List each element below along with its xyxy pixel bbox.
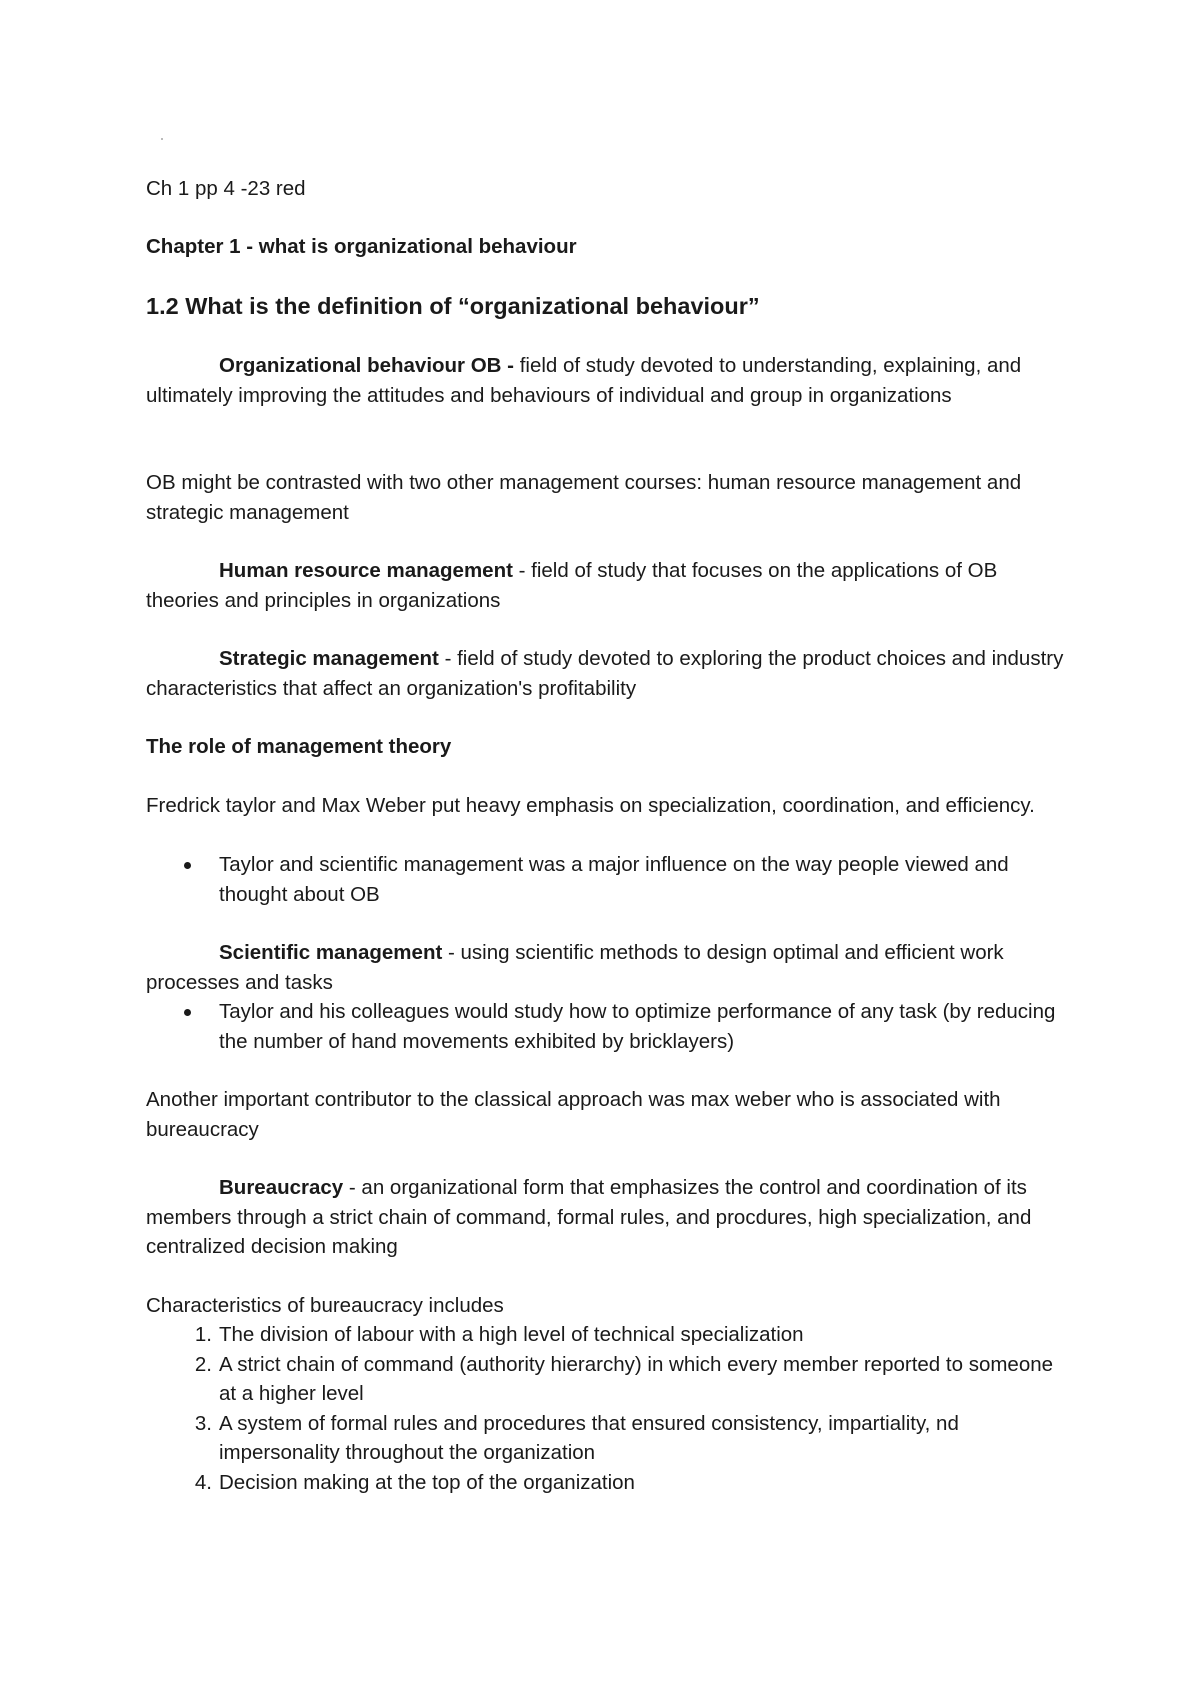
bullet-list-1 <box>146 850 1066 909</box>
characteristics-intro: Characteristics of bureaucracy includes <box>146 1294 504 1317</box>
list-item: 3. A system of formal rules and procedures that ensured consistency, impartiality, nd impersonality throughout the organization <box>194 1411 959 1464</box>
definition-text: - field of study that focuses on the applications of OB theories and principles in organizations <box>146 559 998 612</box>
definition-text: field of study devoted to understanding, explaining, and ultimately improving the attitudes and behaviours of individual and group in organizations <box>146 354 1022 407</box>
definition-strategic <box>146 644 1066 703</box>
taylor-weber-paragraph: Fredrick taylor and Max Weber put heavy emphasis on specialization, coordination, and efficiency. <box>146 794 1035 817</box>
definition-scientific <box>146 938 1066 997</box>
definition-ob <box>146 351 1066 410</box>
contrast-paragraph: OB might be contrasted with two other management courses: human resource management and strategic management <box>146 471 1022 524</box>
list-item: Taylor and his colleagues would study how to optimize performance of any task (by reducing the number of hand movements exhibited by bricklayers) <box>146 997 1066 1056</box>
definition-text: - using scientific methods to design optimal and efficient work processes and tasks <box>146 941 1004 994</box>
bullet-list-2 <box>146 997 1066 1056</box>
chapter-title: Chapter 1 - what is organizational behaviour <box>146 235 577 258</box>
stray-mark <box>161 138 163 140</box>
list-item: 1. The division of labour with a high level of technical specialization <box>194 1323 804 1346</box>
definition-term: Bureaucracy <box>219 1176 344 1199</box>
list-item: 2. A strict chain of command (authority hierarchy) in which every member reported to someone at a higher level <box>194 1352 1054 1405</box>
characteristics-list <box>146 1320 1066 1497</box>
section-heading: 1.2 What is the definition of “organizational behaviour” <box>146 293 760 319</box>
list-item: 4. Decision making at the top of the organization <box>194 1470 635 1494</box>
definition-term: Strategic management <box>219 647 439 670</box>
subheading-management-theory: The role of management theory <box>146 735 452 758</box>
definition-term: Scientific management <box>219 941 443 964</box>
definition-hrm <box>146 556 1066 615</box>
header-note: Ch 1 pp 4 -23 red <box>146 177 306 200</box>
bullet-icon <box>184 862 191 869</box>
bullet-icon <box>184 1009 191 1016</box>
definition-text: - field of study devoted to exploring the product choices and industry characteristics that affect an organization's profitability <box>146 647 1064 700</box>
definition-term: Organizational behaviour OB - <box>219 354 515 377</box>
definition-text: - an organizational form that emphasizes the control and coordination of its members through a strict chain of command, formal rules, and procdures, high specialization, and centralized decision making <box>146 1176 1032 1258</box>
definition-term: Human resource management <box>219 559 513 582</box>
list-item: Taylor and scientific management was a major influence on the way people viewed and thought about OB <box>146 850 1066 909</box>
weber-paragraph: Another important contributor to the classical approach was max weber who is associated with bureaucracy <box>146 1088 1001 1141</box>
definition-bureaucracy <box>146 1173 1066 1262</box>
